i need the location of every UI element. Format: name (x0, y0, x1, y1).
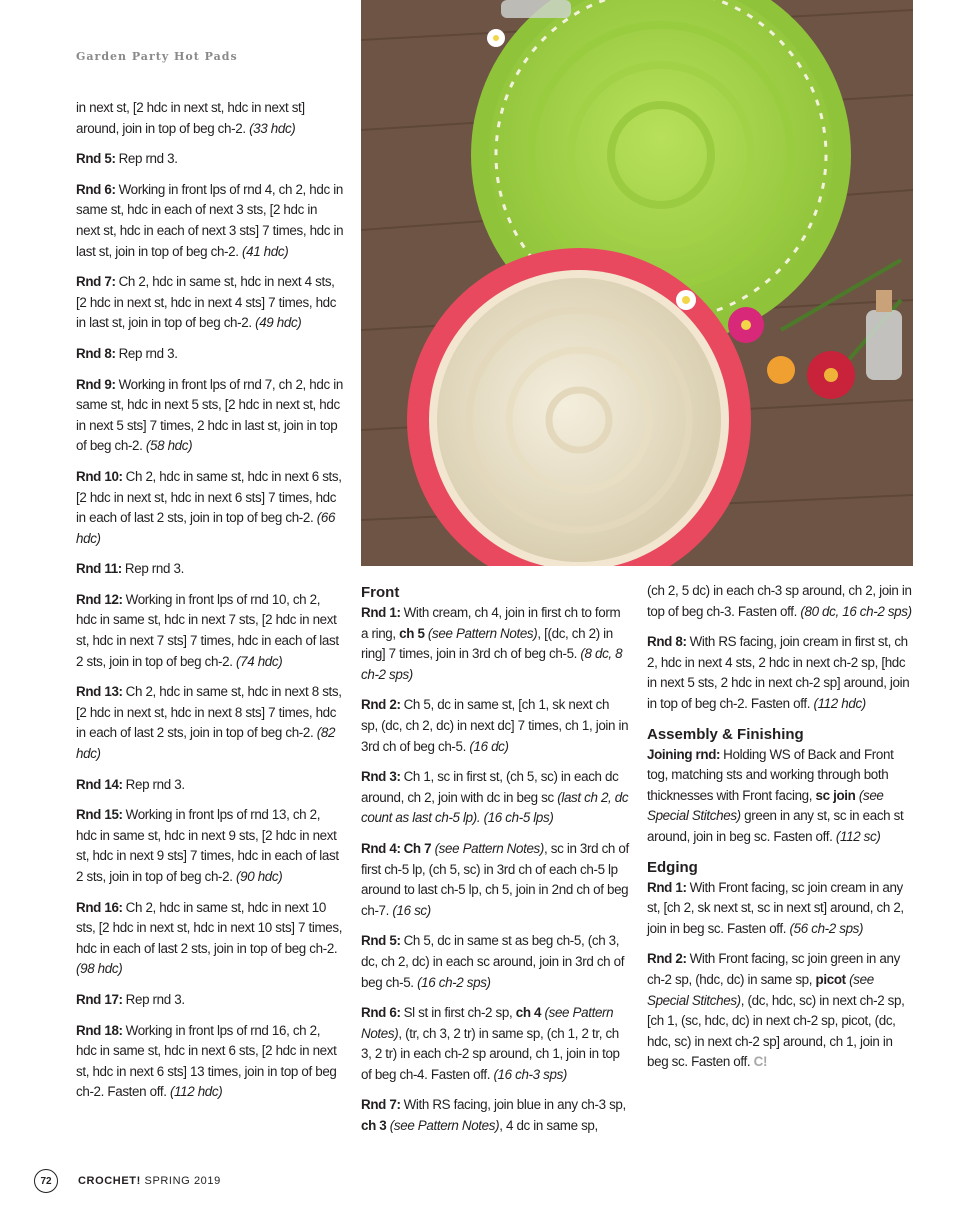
text-segment: (see Pattern Notes) (434, 840, 545, 856)
text-segment: Ch 5, dc in same st as beg ch-5, (ch 3, dc, ch 2, dc) in each sc around, join in 3rd ch of beg ch-5. (361, 933, 625, 990)
end-mark: C! (753, 1054, 768, 1070)
text-segment: Ch 2, hdc in same st, hdc in next 6 sts, [2 hdc in next st, hdc in next 6 sts] 7 times, hdc in each of last 2 sts, join in top of beg ch-2. (76, 468, 342, 526)
round-label: Rnd 9: (76, 376, 116, 392)
text-segment: ch 4 (515, 1005, 542, 1021)
pattern-paragraph (647, 632, 915, 714)
round-label: Joining rnd: (647, 746, 721, 762)
page-footer (34, 1169, 221, 1193)
text-segment: Ch 7 (403, 840, 432, 856)
pattern-paragraph (76, 375, 344, 457)
round-label: Rnd 12: (76, 591, 123, 607)
text-segment: Ch 5, dc in same st, [ch 1, sk next ch sp, (dc, ch 2, dc) in next dc] 7 times, ch 1, join in 3rd ch of beg ch-5. (361, 697, 629, 754)
text-segment: (see Pattern Notes) (427, 625, 538, 641)
round-label: Rnd 15: (76, 807, 123, 823)
pattern-paragraph (76, 467, 344, 549)
text-segment: , (dc, hdc, sc) in next ch-2 sp, [ch 1, (sc, hdc, dc) in next ch-2 sp, picot, (dc, hdc, sc) in next ch-2 sp] around, ch 1, join in beg sc. Fasten off. (647, 992, 905, 1070)
pattern-paragraph (76, 590, 344, 672)
round-label: Rnd 6: (361, 1005, 401, 1021)
pattern-paragraph (76, 272, 344, 334)
round-label: Rnd 11: (76, 561, 122, 577)
text-segment: Working in front lps of rnd 16, ch 2, hdc in same st, hdc in next 6 sts, [2 hdc in next st, hdc in next 6 sts] 13 times, join in top of beg ch-2. Fasten off. (76, 1022, 337, 1100)
pattern-paragraph (76, 898, 344, 980)
round-label: Rnd 7: (76, 274, 116, 290)
photo-illustration (361, 0, 913, 566)
pattern-paragraph (361, 695, 629, 757)
pattern-paragraph (647, 581, 915, 622)
text-segment: , (tr, ch 3, 2 tr) in same sp, (ch 1, 2 tr, ch 3, 2 tr) in each ch-2 sp around, ch 1, join in top of beg ch-4. Fasten off. (361, 1025, 620, 1082)
text-segment: (66 hdc) (76, 510, 336, 546)
section-heading-assembly: Assembly & Finishing (647, 725, 804, 743)
text-segment: ch 5 (399, 625, 425, 641)
round-label: Rnd 8: (76, 345, 116, 361)
pattern-paragraph (361, 603, 629, 685)
text-segment: Working in front lps of rnd 4, ch 2, hdc in same st, hdc in each of next 3 sts, [2 hdc in next st, hdc in each of next 3 sts] 7 times, hdc in last st, join in top of beg ch-2. (76, 181, 344, 259)
text-segment: (see Pattern Notes) (389, 1118, 500, 1134)
pattern-paragraph (361, 1095, 629, 1136)
text-segment: With RS facing, join blue in any ch-3 sp, (403, 1097, 626, 1113)
text-segment: (see Special Stitches) (647, 971, 874, 1008)
round-label: Rnd 7: (361, 1097, 401, 1113)
magazine-issue: SPRING 2019 (144, 1175, 221, 1187)
text-segment: With Front facing, sc join green in any ch-2 sp, (hdc, dc) in same sp, (647, 951, 900, 987)
text-segment: , [(dc, ch 2) in ring] 7 times, join in 3rd ch of beg ch-5. (361, 625, 613, 662)
column-3 (647, 581, 915, 1083)
pattern-paragraph (361, 931, 629, 993)
round-label: Rnd 5: (361, 933, 401, 949)
text-segment: Holding WS of Back and Front tog, matching sts and working through both thicknesses with Front facing, (647, 746, 894, 803)
text-segment: Rep rnd 3. (118, 345, 178, 361)
text-segment: (last ch 2, dc count as last ch-5 lp). (16 ch-5 lps) (361, 789, 629, 826)
text-segment: (16 dc) (469, 738, 509, 754)
pattern-paragraph (361, 767, 629, 829)
pattern-paragraph (76, 682, 344, 764)
text-segment: , 4 dc in same sp, (499, 1118, 598, 1134)
running-title: Garden Party Hot Pads (76, 50, 238, 63)
text-segment: (16 ch-2 sps) (417, 974, 491, 990)
text-segment: (90 hdc) (236, 869, 283, 884)
magazine-brand: CROCHET! (78, 1175, 141, 1187)
text-segment: , sc in 3rd ch of first ch-5 lp, (ch 5, sc) in 3rd ch of each ch-5 lp around to last ch-5 lp, ch 5, join in 2nd ch of beg ch-7. (361, 840, 629, 918)
text-segment: in next st, [2 hdc in next st, hdc in next st] around, join in top of beg ch-2. (76, 100, 305, 136)
text-segment: (112 sc) (835, 828, 881, 844)
text-segment: Working in front lps of rnd 10, ch 2, hdc in same st, hdc in next 7 sts, [2 hdc in next st, hdc in next 7 sts] 7 times, hdc in each of last 2 sts, join in top of beg ch-2. (76, 591, 339, 669)
text-segment: Rep rnd 3. (125, 776, 185, 792)
text-segment: (82 hdc) (76, 725, 336, 762)
pattern-paragraph (76, 1021, 344, 1103)
text-segment: (112 hdc) (169, 1084, 223, 1100)
edging-instructions (647, 878, 915, 1073)
pattern-paragraph (647, 878, 915, 940)
round-label: Rnd 18: (76, 1022, 123, 1038)
text-segment: (74 hdc) (236, 653, 283, 669)
section-heading-front: Front (361, 584, 400, 601)
pattern-paragraph (76, 990, 344, 1011)
text-segment: Ch 2, hdc in same st, hdc in next 4 sts, [2 hdc in next st, hdc in next 4 sts] 7 times, hdc in last st, join in top of beg ch-2. (76, 274, 337, 331)
pattern-paragraph (76, 344, 344, 365)
round-label: Rnd 2: (647, 951, 687, 967)
text-segment: Ch 2, hdc in same st, hdc in next 10 sts, [2 hdc in next st, hdc in next 10 sts] 7 times, hdc in each of last 2 sts, join in top of beg ch-2. (76, 899, 343, 956)
text-segment: With RS facing, join cream in first st, ch 2, hdc in next 4 sts, 2 hdc in next ch-2 sp, [hdc in next 5 sts, 2 hdc in next ch-2 sp] around, join in top of beg ch-2. Fasten off. (647, 634, 910, 711)
text-segment: (56 ch-2 sps) (789, 920, 864, 936)
round-label: Rnd 4: (361, 840, 401, 856)
round-label: Rnd 3: (361, 769, 401, 785)
pattern-paragraph (361, 839, 629, 921)
round-label: Rnd 2: (361, 697, 401, 713)
text-segment: (16 sc) (392, 902, 431, 918)
text-segment: (58 hdc) (145, 438, 193, 454)
round-label: Rnd 17: (76, 991, 123, 1007)
round-label: Rnd 16: (76, 899, 123, 915)
text-segment: (49 hdc) (255, 315, 302, 331)
column-2 (361, 581, 629, 1147)
pattern-paragraph (76, 775, 344, 796)
pattern-paragraph (76, 805, 344, 887)
text-segment: Ch 2, hdc in same st, hdc in next 8 sts, [2 hdc in next st, hdc in next 8 sts] 7 times, hdc in each of last 2 sts, join in top of beg ch-2. (76, 684, 342, 741)
front-instructions (361, 603, 629, 1137)
round-label: Rnd 1: (647, 879, 687, 895)
front-instructions-continued (647, 581, 915, 715)
pattern-paragraph (361, 1003, 629, 1085)
round-label: Rnd 14: (76, 776, 123, 792)
text-segment: With cream, ch 4, join in first ch to form a ring, (361, 605, 621, 641)
text-segment: Ch 1, sc in first st, (ch 5, sc) in each dc around, ch 2, join with dc in beg sc (361, 769, 619, 805)
pattern-paragraph (647, 949, 915, 1073)
text-segment: With Front facing, sc join cream in any st, [ch 2, sk next st, sc in next st] around, ch 2, join in beg sc. Fasten off. (647, 879, 904, 936)
pattern-paragraph (76, 559, 344, 580)
text-segment: green in any st, sc in each st around, join in beg sc. Fasten off. (647, 808, 904, 844)
section-heading-edging: Edging (647, 858, 698, 876)
text-segment: Sl st in first ch-2 sp, (403, 1005, 516, 1021)
text-segment: (41 hdc) (242, 243, 289, 259)
text-segment: Working in front lps of rnd 13, ch 2, hdc in same st, hdc in next 9 sts, [2 hdc in next st, hdc in next 9 sts] 7 times, hdc in each of last 2 sts, join in top of beg ch-2. (76, 807, 339, 884)
round-label: Rnd 10: (76, 468, 123, 484)
text-segment: (98 hdc) (76, 961, 123, 977)
text-segment: Rep rnd 3. (118, 151, 178, 167)
pattern-paragraph (76, 149, 344, 170)
pattern-paragraph (647, 745, 915, 848)
text-segment: (80 dc, 16 ch-2 sps) (800, 603, 912, 619)
magazine-credit (78, 1175, 221, 1187)
page-number: 72 (34, 1169, 58, 1193)
pattern-paragraph (76, 180, 344, 262)
text-segment: (ch 2, 5 dc) in each ch-3 sp around, ch 2, join in top of beg ch-3. Fasten off. (647, 583, 912, 619)
text-segment: (112 hdc) (813, 695, 866, 711)
text-segment: ch 3 (361, 1118, 387, 1134)
text-segment: sc join (815, 787, 856, 803)
glass-jar (501, 0, 571, 18)
text-segment: (8 dc, 8 ch-2 sps) (361, 646, 623, 682)
round-label: Rnd 1: (361, 605, 401, 620)
text-segment: picot (815, 971, 846, 987)
text-segment: (16 ch-3 sps) (493, 1066, 568, 1082)
round-label: Rnd 5: (76, 151, 116, 167)
text-segment: Working in front lps of rnd 7, ch 2, hdc in same st, hdc in next 5 sts, [2 hdc in next st, hdc in next 5 sts] 7 times, 2 hdc in last st, join in top of beg ch-2. (76, 376, 343, 454)
column-1 (76, 98, 344, 1113)
text-segment: (see Special Stitches) (647, 787, 884, 824)
hot-pads-photo (361, 0, 913, 566)
text-segment: Rep rnd 3. (125, 991, 185, 1007)
round-label: Rnd 8: (647, 634, 687, 650)
pattern-paragraph (76, 98, 344, 139)
round-label: Rnd 6: (76, 181, 116, 197)
assembly-instructions (647, 745, 915, 848)
text-segment: (33 hdc) (249, 120, 296, 136)
text-segment: Rep rnd 3. (124, 561, 184, 577)
round-label: Rnd 13: (76, 684, 123, 700)
text-segment: (see Pattern Notes) (361, 1005, 614, 1041)
